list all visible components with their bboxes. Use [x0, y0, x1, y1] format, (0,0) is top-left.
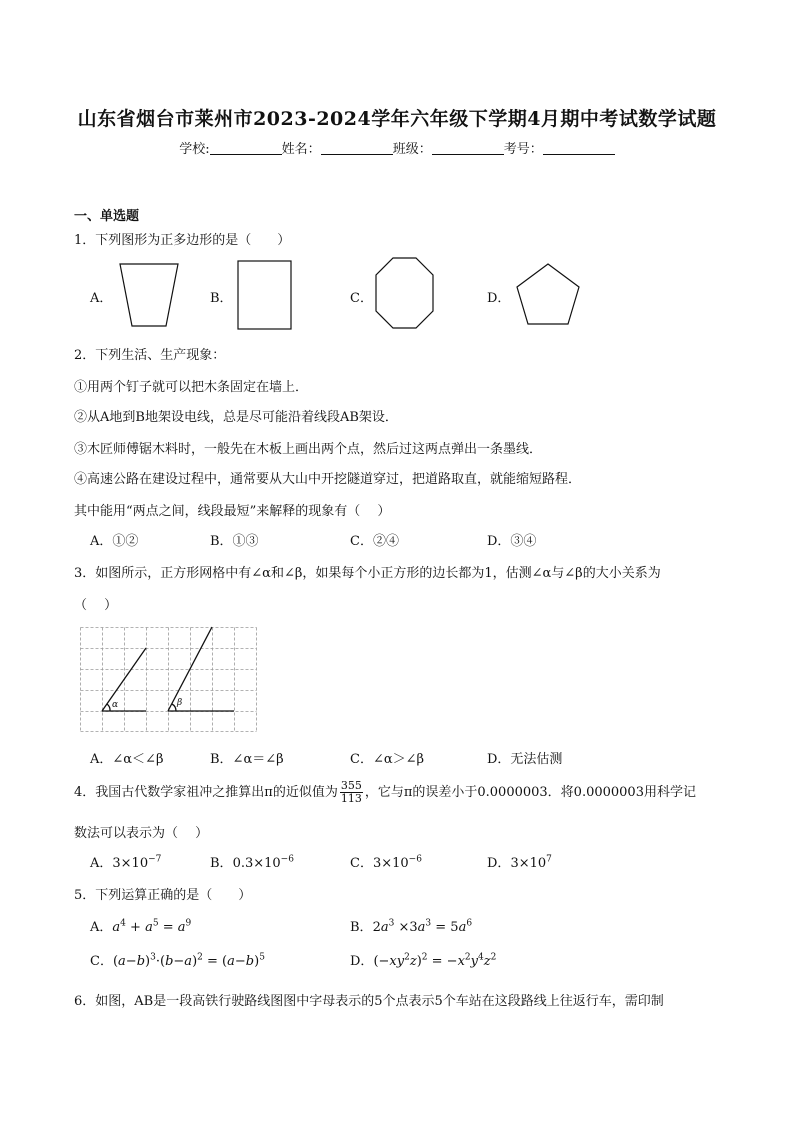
q5-option-d: D．$(-xy^2z)^2 = -x^2y^4z^2$: [350, 952, 497, 969]
q3-option-d: D．无法估测: [487, 752, 563, 767]
q2-stem: 2．下列生活、生产现象：: [74, 348, 226, 363]
q1-option-b: B．: [210, 291, 233, 306]
q2-item-3: ③木匠师傅锯木料时，一般先在木板上画出两个点，然后过这两点弹出一条墨线．: [74, 442, 543, 457]
class-label: 班级：: [392, 142, 432, 157]
q2-option-b: B．①③: [210, 534, 259, 549]
q1-option-c: C．: [350, 291, 373, 306]
page-title: 山东省烟台市莱州市2023-2024学年六年级下学期4月期中考试数学试题: [77, 108, 717, 130]
q5-option-a: A．$a^4 + a^5 = a^9$: [90, 918, 192, 935]
q6-stem: 6．如图，AB是一段高铁行驶路线图图中字母表示的5个点表示5个车站在这段路线上往返行车，需印制: [74, 994, 664, 1009]
q2-item-4: ④高速公路在建设过程中，通常要从大山中开挖隧道穿过，把道路取直，就能缩短路程．: [74, 472, 582, 487]
q4-stem-a: 4．我国古代数学家祖冲之推算出π的近似值为: [74, 785, 338, 800]
q4-stem-b: ，它与π的误差小于0.0000003．将0.0000003用科学记: [364, 785, 696, 800]
q4-fraction-denominator: 113: [340, 792, 362, 805]
q3-stem-line-1: 3．如图所示，正方形网格中有∠α和∠β，如果每个小正方形的边长都为1，估测∠α与∠β的大小关系为: [74, 566, 661, 581]
q3-option-c: C．∠α＞∠β: [350, 752, 425, 767]
q4-option-d: D．$3\times 10^7$: [487, 854, 552, 871]
school-blank[interactable]: [210, 142, 282, 155]
q2-option-d: D．③④: [487, 534, 537, 549]
q1-option-d: D．: [487, 291, 511, 306]
q1-rectangle-shape: [237, 260, 293, 332]
q4-option-c: C．$3\times 10^{-6}$: [350, 854, 422, 871]
q4-stem-line-2: 数法可以表示为（ ）: [74, 826, 209, 841]
q4-stem-line-1: [74, 780, 696, 805]
q5-option-b: B．$2a^3 \times 3a^3 = 5a^6$: [350, 918, 473, 935]
q1-stem: 1．下列图形为正多边形的是（ ）: [74, 233, 291, 248]
student-info-line: [0, 138, 794, 157]
q2-question: 其中能用“两点之间，线段最短”来解释的现象有（ ）: [74, 504, 391, 519]
q2-option-a: A．①②: [90, 534, 139, 549]
q2-option-c: C．②④: [350, 534, 399, 549]
q3-grid-figure: [80, 627, 258, 733]
q1-option-a: A．: [90, 291, 113, 306]
beta-label: β: [177, 698, 183, 708]
q4-fraction: [340, 780, 363, 805]
alpha-label: α: [112, 700, 119, 710]
q4-option-b: B．$0.3\times 10^{-6}$: [210, 854, 294, 871]
school-label: 学校:: [179, 142, 210, 157]
q1-pentagon-shape: [514, 262, 582, 328]
q4-option-a: A．$3\times 10^{-7}$: [90, 854, 162, 871]
number-blank[interactable]: [543, 142, 615, 155]
q2-item-2: ②从A地到B地架设电线，总是尽可能沿着线段AB架设．: [74, 410, 398, 425]
q2-item-1: ①用两个钉子就可以把木条固定在墙上．: [74, 380, 309, 395]
q1-trapezoid-shape: [118, 262, 182, 330]
q5-stem: 5．下列运算正确的是（ ）: [74, 888, 252, 903]
beta-side-ray: [168, 627, 212, 711]
class-blank[interactable]: [432, 142, 504, 155]
name-blank[interactable]: [321, 142, 393, 155]
number-label: 考号：: [503, 142, 543, 157]
q1-octagon-shape: [374, 256, 436, 332]
q3-stem-line-2: （ ）: [74, 598, 118, 613]
q3-option-b: B．∠α＝∠β: [210, 752, 284, 767]
q3-option-a: A．∠α＜∠β: [90, 752, 164, 767]
q4-fraction-numerator: 355: [340, 779, 362, 792]
section-title: 一、单选题: [74, 209, 140, 224]
name-label: 姓名：: [281, 142, 321, 157]
alpha-side-ray: [102, 648, 146, 711]
q5-option-c: C．$(a-b)^3\cdot(b-a)^2 = (a-b)^5$: [90, 952, 265, 969]
